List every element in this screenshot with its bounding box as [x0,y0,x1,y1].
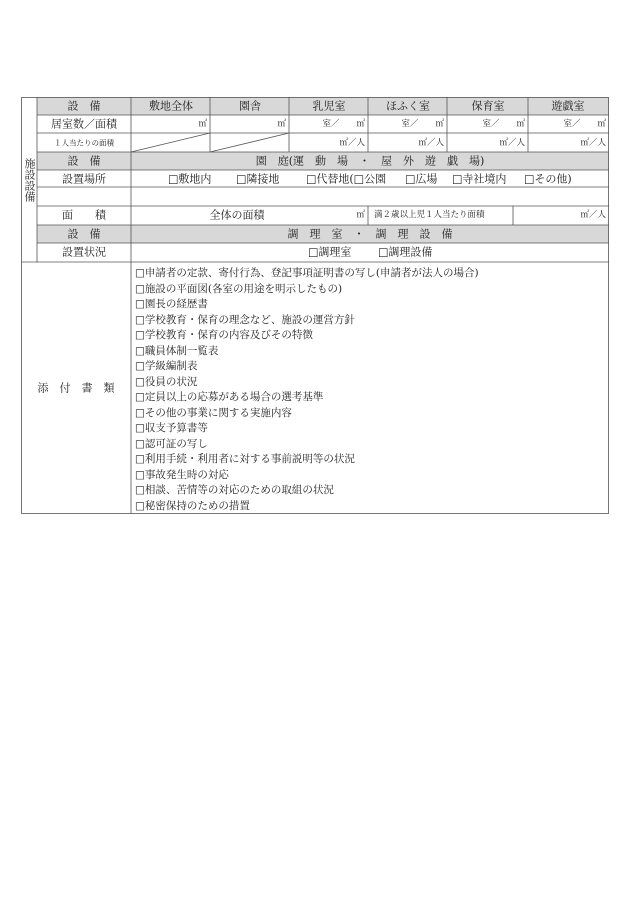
attachment-item[interactable]: □学校教育・保育の内容及びその特徴 [135,329,313,341]
column-header-infant-room: 乳児室 [312,99,346,113]
attachment-item[interactable]: □施設の平面図(各室の用途を明示したもの) [135,282,343,295]
option-on-site[interactable]: □敷地内 [168,172,212,186]
attachment-item[interactable]: □収支予算書等 [135,422,208,434]
nursery-room-per-person: ㎡／人 [499,137,525,148]
attachment-item[interactable]: □申請者の定款、寄付行為、登記事項証明書の写し(申請者が法人の場合) [135,267,479,279]
equipment-header-label-3: 設 備 [67,227,101,241]
option-adjacent[interactable]: □隣接地 [236,172,280,186]
column-header-site: 敷地全体 [149,99,193,113]
site-area-unit: ㎡ [198,118,207,129]
attachment-item[interactable]: □相談、苦情等の対応のための取組の状況 [135,484,334,496]
per-person-area-label: １人当たりの面積 [54,138,114,148]
room-area-label: 居室数／面積 [51,117,117,131]
playroom-per-person: ㎡／人 [580,137,606,148]
attachment-item[interactable]: □学級編制表 [135,360,198,372]
option-kitchen-room[interactable]: □調理室 [308,245,352,259]
crawling-room-per-person: ㎡／人 [418,137,444,148]
facility-form-table [21,97,609,514]
per-child-area-label: 満２歳以上児１人当たり面積 [374,209,485,220]
option-temple-grounds[interactable]: □寺社境内 [452,172,507,186]
attachments-label: 添 付 書 類 [37,381,115,395]
option-alternative-park[interactable]: □代替地(□公園 [306,172,387,186]
attachment-item[interactable]: □園長の経歴書 [135,298,208,310]
attachment-item[interactable]: □利用手続・利用者に対する事前説明等の状況 [135,453,355,465]
column-header-playroom: 遊戯室 [551,99,585,113]
location-label: 設置場所 [62,172,106,186]
total-area-unit: ㎡ [356,209,365,220]
garden-header: 園 庭(運 動 場 ・ 屋 外 遊 戯 場) [255,154,485,168]
attachment-item[interactable]: □その他の事業に関する実施内容 [135,406,292,419]
attachment-item[interactable]: □学校教育・保育の理念など、施設の運営方針 [135,313,355,326]
kitchen-header: 調 理 室 ・ 調 理 設 備 [287,227,453,241]
building-area-unit: ㎡ [277,118,286,129]
attachment-item[interactable]: □事故発生時の対応 [135,468,229,481]
attachment-item[interactable]: □役員の状況 [135,375,198,388]
attachment-item[interactable]: □職員体制一覧表 [135,344,219,357]
attachment-item[interactable]: □認可証の写し [135,437,208,450]
facility-section-label: 施設設備 [23,157,37,202]
option-other[interactable]: □その他) [524,172,572,186]
equipment-header-label: 設 備 [67,99,101,113]
infant-room-count-area: 室／ ㎡ [322,118,365,129]
option-plaza[interactable]: □広場 [405,172,438,186]
per-child-area-unit: ㎡／人 [580,209,606,220]
infant-room-per-person: ㎡／人 [339,137,365,148]
column-header-building: 園舎 [239,99,261,113]
attachments-checklist [135,266,479,514]
column-header-nursery-room: 保育室 [471,99,505,113]
crawling-room-count-area: 室／ ㎡ [401,118,444,129]
equipment-header-label-2: 設 備 [67,154,101,168]
nursery-room-count-area: 室／ ㎡ [482,118,525,129]
area-label: 面 積 [62,208,106,222]
option-kitchen-equipment[interactable]: □調理設備 [378,245,433,259]
total-area-label: 全体の面積 [209,208,265,222]
attachment-item[interactable]: □秘密保持のための措置 [135,499,250,512]
column-header-crawling-room: ほふく室 [386,99,430,113]
playroom-count-area: 室／ ㎡ [563,118,606,129]
attachment-item[interactable]: □定員以上の応募がある場合の選考基準 [135,391,324,403]
installation-status-label: 設置状況 [62,245,106,259]
